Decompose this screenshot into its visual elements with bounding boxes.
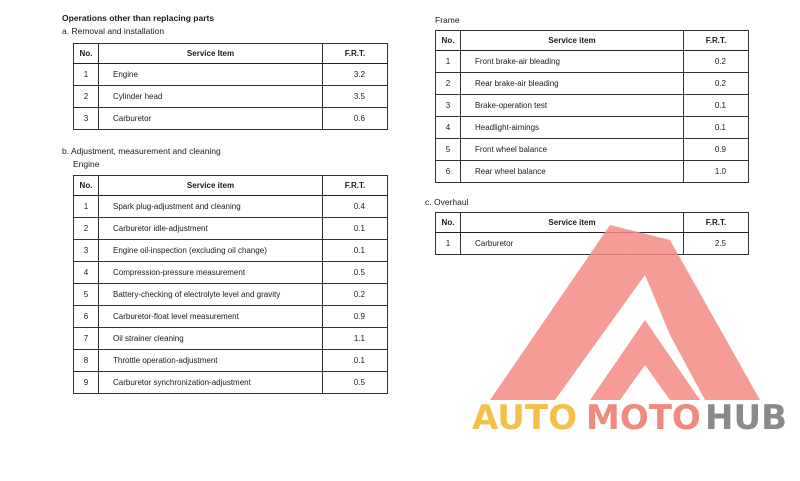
row-frt-value: 0.5 <box>323 262 388 284</box>
row-number: 6 <box>74 306 99 328</box>
col-header-service-item: Service item <box>461 31 684 51</box>
section-a-title: a. Removal and installation <box>62 26 165 36</box>
row-service-item: Oil strainer cleaning <box>99 328 323 350</box>
row-service-item: Carburetor <box>461 233 684 255</box>
table-row <box>74 64 388 86</box>
table-row <box>436 95 749 117</box>
row-number: 1 <box>436 51 461 73</box>
watermark-word-auto: AUTO <box>472 398 577 438</box>
table-row <box>74 86 388 108</box>
row-number: 9 <box>74 372 99 394</box>
col-header-frt: F.R.T. <box>323 44 388 64</box>
table-header-row <box>74 176 388 196</box>
col-header-frt: F.R.T. <box>323 176 388 196</box>
table-row <box>436 117 749 139</box>
col-header-service-item: Service item <box>461 213 684 233</box>
col-header-service-item: Service Item <box>99 44 323 64</box>
table-row <box>74 240 388 262</box>
row-frt-value: 3.5 <box>323 86 388 108</box>
table-removal-installation <box>73 43 388 130</box>
row-service-item: Front brake-air bleading <box>461 51 684 73</box>
col-header-frt: F.R.T. <box>684 213 749 233</box>
row-service-item: Cylinder head <box>99 86 323 108</box>
frame-title: Frame <box>435 15 460 25</box>
row-service-item: Carburetor synchronization-adjustment <box>99 372 323 394</box>
table-row <box>74 306 388 328</box>
table-adjustment-engine <box>73 175 388 394</box>
table-row <box>436 51 749 73</box>
row-number: 1 <box>436 233 461 255</box>
table-row <box>74 196 388 218</box>
automotohub-logo-icon <box>470 215 770 405</box>
row-service-item: Battery-checking of electrolyte level and gravity <box>99 284 323 306</box>
watermark <box>470 215 800 440</box>
row-service-item: Carburetor-float level measurement <box>99 306 323 328</box>
row-frt-value: 0.2 <box>684 73 749 95</box>
col-header-frt: F.R.T. <box>684 31 749 51</box>
row-number: 5 <box>436 139 461 161</box>
row-service-item: Carburetor <box>99 108 323 130</box>
table-row <box>74 284 388 306</box>
row-service-item: Engine <box>99 64 323 86</box>
table-header-row <box>74 44 388 64</box>
col-header-no: No. <box>74 44 99 64</box>
watermark-word-moto: MOTO <box>586 398 701 438</box>
table-row <box>436 139 749 161</box>
row-number: 1 <box>74 196 99 218</box>
row-number: 2 <box>74 86 99 108</box>
section-b-subtitle: Engine <box>73 159 100 169</box>
row-frt-value: 0.5 <box>323 372 388 394</box>
row-frt-value: 0.1 <box>684 117 749 139</box>
row-number: 2 <box>436 73 461 95</box>
table-row <box>74 350 388 372</box>
row-frt-value: 0.1 <box>684 95 749 117</box>
row-frt-value: 0.1 <box>323 350 388 372</box>
row-service-item: Spark plug-adjustment and cleaning <box>99 196 323 218</box>
row-frt-value: 0.1 <box>323 218 388 240</box>
row-frt-value: 3.2 <box>323 64 388 86</box>
row-number: 5 <box>74 284 99 306</box>
row-service-item: Compression-pressure measurement <box>99 262 323 284</box>
row-frt-value: 0.9 <box>684 139 749 161</box>
row-frt-value: 0.2 <box>684 51 749 73</box>
row-number: 6 <box>436 161 461 183</box>
row-number: 4 <box>74 262 99 284</box>
page-heading: Operations other than replacing parts <box>62 13 215 23</box>
row-frt-value: 2.5 <box>684 233 749 255</box>
row-service-item: Rear wheel balance <box>461 161 684 183</box>
table-row <box>74 328 388 350</box>
row-frt-value: 0.1 <box>323 240 388 262</box>
table-row <box>436 161 749 183</box>
row-frt-value: 1.0 <box>684 161 749 183</box>
row-service-item: Brake-operation test <box>461 95 684 117</box>
row-frt-value: 0.4 <box>323 196 388 218</box>
table-row <box>74 108 388 130</box>
row-number: 8 <box>74 350 99 372</box>
row-service-item: Front wheel balance <box>461 139 684 161</box>
row-service-item: Rear brake-air bleading <box>461 73 684 95</box>
table-row <box>74 372 388 394</box>
row-service-item: Engine oil-inspection (excluding oil change) <box>99 240 323 262</box>
row-number: 3 <box>74 108 99 130</box>
row-frt-value: 0.9 <box>323 306 388 328</box>
col-header-no: No. <box>74 176 99 196</box>
row-number: 2 <box>74 218 99 240</box>
table-header-row <box>436 31 749 51</box>
row-frt-value: 0.6 <box>323 108 388 130</box>
table-frame <box>435 30 749 183</box>
table-row <box>74 262 388 284</box>
table-body <box>436 51 749 183</box>
col-header-no: No. <box>436 31 461 51</box>
row-number: 3 <box>74 240 99 262</box>
table-body <box>74 64 388 130</box>
row-number: 1 <box>74 64 99 86</box>
row-service-item: Carburetor idle-adjustment <box>99 218 323 240</box>
row-service-item: Headlight-aimings <box>461 117 684 139</box>
row-frt-value: 1.1 <box>323 328 388 350</box>
col-header-no: No. <box>436 213 461 233</box>
col-header-service-item: Service item <box>99 176 323 196</box>
row-number: 3 <box>436 95 461 117</box>
table-row <box>74 218 388 240</box>
table-row <box>436 73 749 95</box>
table-body <box>74 196 388 394</box>
row-service-item: Throttle operation-adjustment <box>99 350 323 372</box>
row-frt-value: 0.2 <box>323 284 388 306</box>
row-number: 7 <box>74 328 99 350</box>
row-number: 4 <box>436 117 461 139</box>
watermark-word-hub: HUB <box>705 398 787 438</box>
section-b-title: b. Adjustment, measurement and cleaning <box>62 146 221 156</box>
section-c-title: c. Overhaul <box>425 197 469 207</box>
